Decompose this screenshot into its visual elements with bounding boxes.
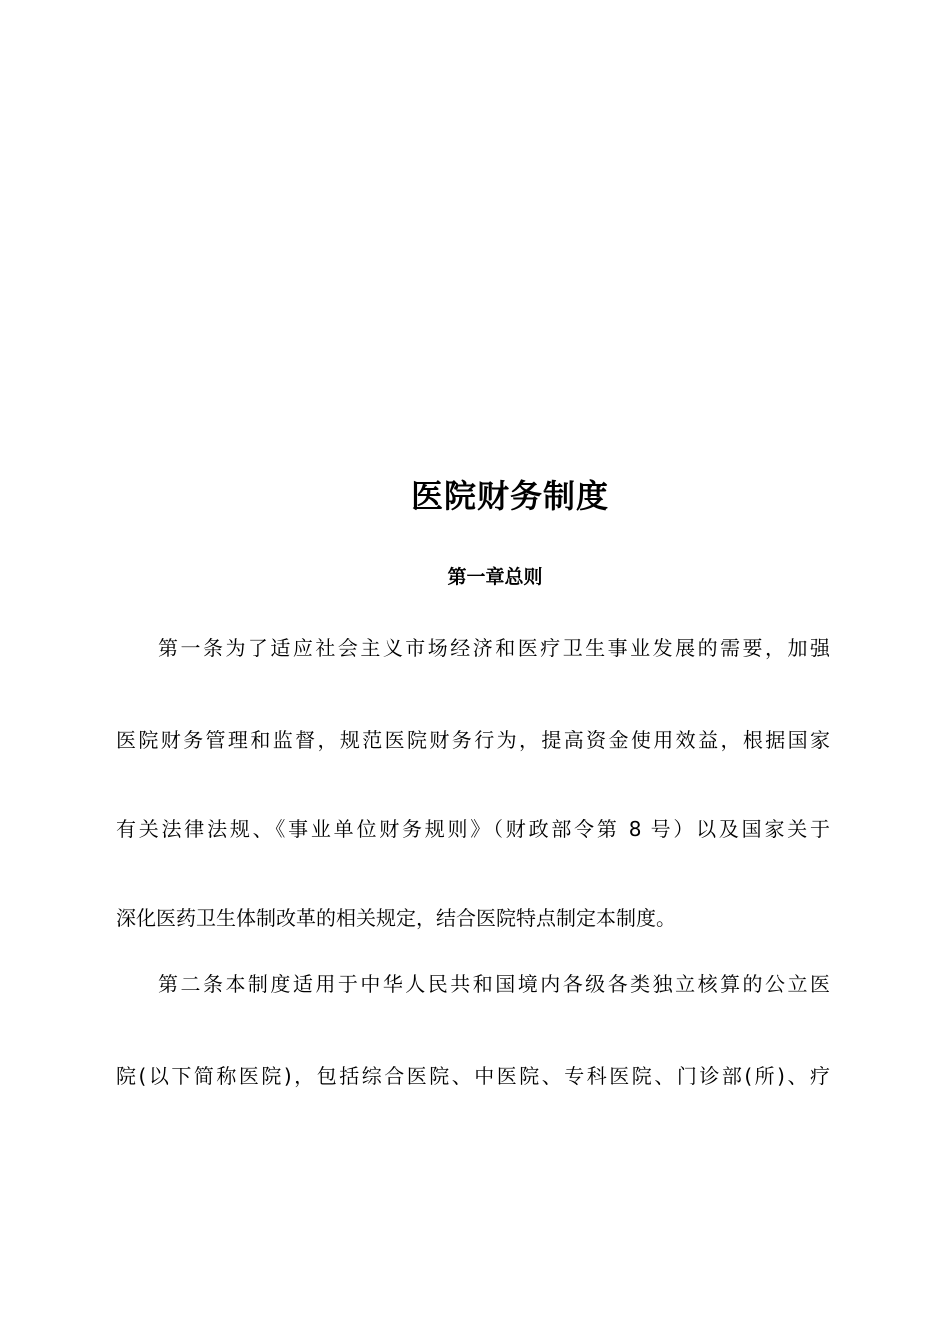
paragraph-1-line-2: 医院财务管理和监督，规范医院财务行为，提高资金使用效益，根据国家	[116, 728, 830, 752]
document-title: 医院财务制度	[410, 477, 609, 515]
paragraph-1-line-1: 第一条为了适应社会主义市场经济和医疗卫生事业发展的需要，加强	[158, 636, 830, 660]
paragraph-2-line-1: 第二条本制度适用于中华人民共和国境内各级各类独立核算的公立医	[158, 972, 830, 996]
chapter-heading: 第一章总则	[447, 566, 543, 588]
paragraph-1-line-4: 深化医药卫生体制改革的相关规定，结合医院特点制定本制度。	[116, 906, 676, 930]
paragraph-2-line-2: 院(以下简称医院)，包括综合医院、中医院、专科医院、门诊部(所)、疗	[116, 1064, 830, 1088]
paragraph-1-line-3: 有关法律法规、《事业单位财务规则》（财政部令第 8 号）以及国家关于	[116, 817, 830, 841]
